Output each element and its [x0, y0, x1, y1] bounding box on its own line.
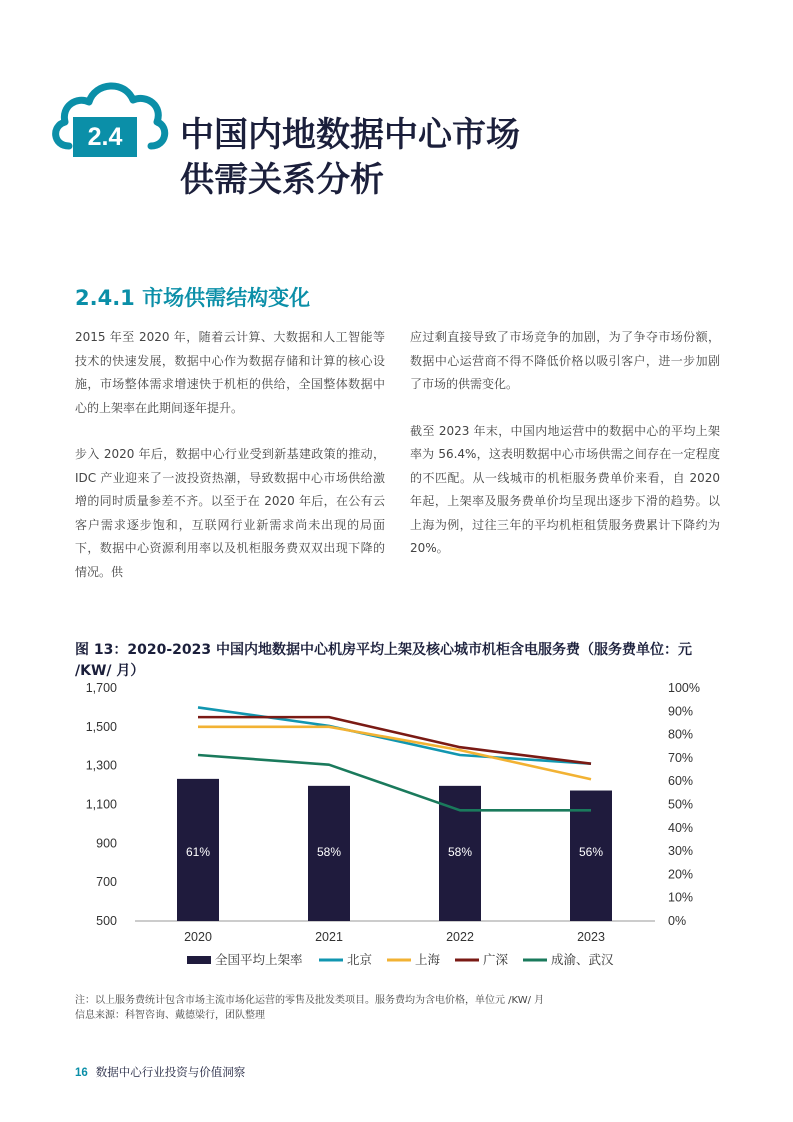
paragraph: 步入 2020 年后，数据中心行业受到新基建政策的推动，IDC 产业迎来了一波投资热潮，导致数据中心市场供给激增的同时质量参差不齐。以至于在 2020 年后，在公有云客户需求逐步饱和，互联网行业新需求尚未出现的局面下，数据中心资源利用率以及机柜服务费双双出现下降的情况。供 — [75, 447, 385, 579]
legend-entry: 全国平均上架率 — [215, 953, 303, 967]
figure-notes — [75, 993, 715, 1023]
figure-title: 图 13：2020-2023 中国内地数据中心机房平均上架及核心城市机柜含电服务费（服务费单位：元 /KW/ 月） — [75, 642, 692, 679]
left-axis-tick: 1,300 — [85, 758, 117, 773]
right-axis-tick: 50% — [668, 797, 694, 812]
legend-entry: 广深 — [483, 953, 509, 967]
x-axis-tick: 2022 — [446, 930, 474, 944]
series-line — [198, 755, 591, 810]
left-axis-tick: 500 — [96, 914, 117, 928]
right-axis-tick: 40% — [668, 820, 694, 835]
page-title-line1: 中国内地数据中心市场 — [180, 115, 520, 155]
right-axis-tick: 0% — [668, 914, 687, 928]
bar-data-label: 61% — [185, 845, 211, 859]
x-axis-tick: 2023 — [577, 930, 605, 944]
page-footer — [75, 1064, 245, 1080]
right-axis-tick: 10% — [668, 890, 694, 905]
bar-data-label: 58% — [447, 845, 473, 859]
right-axis-tick: 20% — [668, 867, 694, 882]
right-axis-tick: 70% — [668, 750, 694, 765]
paragraph: 应过剩直接导致了市场竞争的加剧，为了争夺市场份额，数据中心运营商不得不降低价格以吸引客户，进一步加剧了市场的供需变化。 — [410, 330, 720, 391]
page-title — [180, 113, 620, 203]
paragraph: 2015 年至 2020 年，随着云计算、大数据和人工智能等技术的快速发展，数据中心作为数据存储和计算的核心设施，市场整体需求增速快于机柜的供给，全国整体数据中心的上架率在此期间逐年提升。 — [75, 330, 385, 415]
x-axis-tick: 2021 — [315, 930, 343, 944]
legend-entry: 上海 — [415, 953, 441, 967]
body-column-left — [75, 326, 385, 607]
right-axis-tick: 90% — [668, 704, 694, 719]
x-axis-tick: 2020 — [184, 930, 212, 944]
figure-source: 信息来源：科智咨询、戴德梁行，团队整理 — [75, 1010, 265, 1021]
footer-text: 数据中心行业投资与价值洞察 — [95, 1065, 246, 1079]
right-axis-tick: 30% — [668, 844, 694, 859]
body-column-right — [410, 326, 720, 584]
combo-chart — [60, 676, 720, 976]
paragraph: 截至 2023 年末，中国内地运营中的数据中心的平均上架率为 56.4%，这表明数据中心市场供需之间存在一定程度的不匹配。从一线城市的机柜服务费单价来看，自 2020 年起，上架率及服务费单价均呈现出逐步下滑的趋势。以上海为例，过往三年的平均机柜租赁服务费累计下降约为 20%。 — [410, 423, 720, 555]
left-axis-tick: 1,500 — [85, 719, 117, 734]
left-axis-tick: 1,100 — [85, 797, 117, 812]
right-axis-tick: 80% — [668, 727, 694, 742]
page-title-line2: 供需关系分析 — [180, 160, 384, 200]
figure-note: 注：以上服务费统计包含市场主流市场化运营的零售及批发类项目。服务费均为含电价格，单位元 /KW/ 月 — [75, 995, 545, 1006]
legend-entry: 北京 — [347, 953, 373, 967]
bar-data-label: 56% — [578, 845, 604, 859]
series-line — [198, 727, 591, 779]
subsection-title: 2.4.1 市场供需结构变化 — [75, 286, 311, 310]
left-axis-tick: 900 — [96, 836, 117, 851]
legend-entry: 成渝、武汉 — [551, 953, 614, 967]
page-number: 16 — [75, 1067, 88, 1079]
right-axis-tick: 100% — [668, 681, 700, 695]
section-number-badge: 2.4 — [73, 117, 137, 157]
left-axis-tick: 1,700 — [85, 681, 117, 695]
bar-data-label: 58% — [316, 845, 342, 859]
legend-swatch — [187, 956, 211, 964]
right-axis-tick: 60% — [668, 774, 694, 789]
left-axis-tick: 700 — [96, 875, 117, 890]
